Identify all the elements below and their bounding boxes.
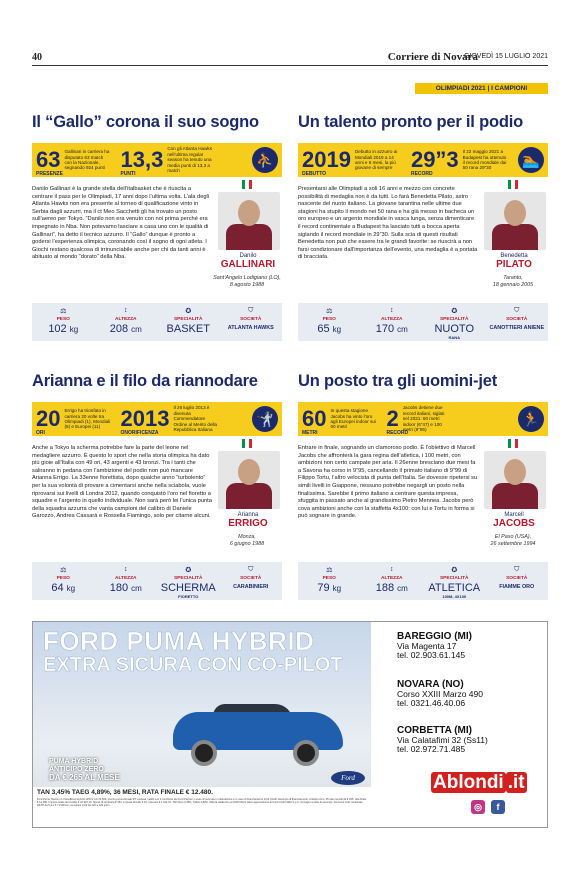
info-value: BASKET <box>166 323 210 335</box>
weight-icon: ⚖ <box>326 567 333 574</box>
stat-text: Con gli Atlanta Hawks nell’ultima regular season ha tenuto una media punti di 13,3 a match <box>167 146 212 174</box>
ablondi-logo[interactable] <box>431 772 527 794</box>
article-body: Presentarsi alle Olimpiadi a soli 16 anni e mezzo con concrete possibilità di medaglia non è da tutti. Lo farà Benedetta Pilato, astro nascente del nuoto italiano. La giovane tarantina nelle ultime due stagioni ha stupito il mondo nei 50 rana e ha già messo in bacheca un oro europeo e un argento mondiale in vasca lunga, senza dimenticare il record continentale a Budapest ha lasciato tutti a bocca aperta siglando il record mondiale in 29”30. Sulla scia di questi risultati Benedetta non può che essere tra le grandi favorite: se riuscirà a non farsi condizionare dall’importanza dell’evento, una medaglia è a portata di bracciata. <box>298 186 478 261</box>
birth-date: 18 gennaio 2005 <box>492 282 534 288</box>
height-icon: ↕ <box>390 566 394 573</box>
article-block <box>32 372 282 602</box>
italy-flag-icon <box>242 180 252 189</box>
info-peso <box>298 303 361 341</box>
article-block <box>298 113 548 343</box>
article-title: Arianna e il filo da riannodare <box>32 372 258 390</box>
stat-number: 20 ORI <box>36 406 61 436</box>
birth-date: 26 settembre 1994 <box>490 541 536 547</box>
athlete-photo <box>484 192 546 250</box>
ford-advertisement[interactable] <box>32 621 548 828</box>
info-value: NUOTO <box>434 323 475 335</box>
athlete-name <box>214 512 282 529</box>
dealer-novara <box>397 680 547 709</box>
info-altezza <box>95 562 158 600</box>
stat-number: 13,3 PUNTI <box>120 147 164 177</box>
stat-text: Jacobs detiene due record italiani, siglati nel 2021: 60 metri indoor (6”47) e 100 metri (9”95) <box>402 405 445 433</box>
info-societa <box>486 303 549 341</box>
instagram-icon[interactable]: ◎ <box>471 800 485 814</box>
stat-label: ORI <box>36 430 45 436</box>
medal-icon: ✪ <box>451 308 458 315</box>
stat-label: ONORIFICENZA <box>120 430 159 436</box>
athlete-birth <box>212 534 282 548</box>
stat-number: 29”3 RECORD <box>410 147 459 177</box>
dealer-city: BAREGGIO (MI) <box>397 631 472 642</box>
athlete-photo <box>484 451 546 509</box>
info-specialita <box>157 562 220 600</box>
dealer-address: Via Calatafimi 32 (Ss11) <box>397 734 488 745</box>
info-sub: RANA <box>448 335 461 340</box>
ad-visual <box>33 622 371 827</box>
publication-name: Corriere di Novara <box>387 51 478 63</box>
athlete-first-name: Arianna <box>237 512 259 518</box>
birth-date: 8 agosto 1988 <box>229 282 265 288</box>
dealer-city: NOVARA (NO) <box>397 679 464 690</box>
dealer-corbetta <box>397 726 547 755</box>
info-label: PESO <box>56 576 70 581</box>
stats-bar <box>298 402 548 436</box>
info-specialita <box>423 562 486 600</box>
info-value: 208 cm <box>109 323 142 335</box>
info-value: 65 kg <box>317 323 342 335</box>
stat-number: 63 PRESENZE <box>36 147 63 177</box>
sport-icon: 🏃 <box>518 406 544 432</box>
stat-number: 60 METRI <box>302 406 327 436</box>
height-icon: ↕ <box>124 566 128 573</box>
article-body: Anche a Tokyo la scherma potrebbe fare la parte del leone nel medagliere azzurro. È questo lo sport che nella storia olimpica ha dato più gioie all’Italia con 49 ori, 43 argenti e 43 bronzi. Tra i tanti che saliranno in pedana con l’ambizione del podio non può mancare Arianna Errigo. La 33enne fiorettista, dopo qualche anno “turbolento” per la sua volontà di provare a cimentarsi anche nella sciabola, vuole riprovarsi sui livelli di Londra 2012, quando conquistò l’oro nel fioretto a squadre e l’argento in quello individuale. Non sarà però lei l’unica punta della squadra azzurra che vanta campioni del calibro di Daniele Garozzo, Andrea Cassarà e Rossella Fiamingo, solo per citarne alcuni. <box>32 445 212 520</box>
stat-text: Gallinari in carriera ha disputato 63 match con la Nazionale, segnando 924 punti <box>64 149 110 171</box>
dealer-tel[interactable]: tel. 02.903.61.145 <box>397 650 466 661</box>
info-specialita <box>157 303 220 341</box>
athlete-name <box>480 512 548 529</box>
sport-icon: 🤺 <box>252 406 278 432</box>
birth-place: El Paso (USA), <box>494 534 532 540</box>
info-value: 170 cm <box>375 323 408 335</box>
shield-icon: ⛉ <box>248 307 254 314</box>
info-value: SCHERMA <box>160 582 216 594</box>
ad-fine-print <box>33 787 371 827</box>
stat-text: In questa stagione Jacobs ha vinto l’oro agli Europei indoor sui 60 metri <box>330 408 376 430</box>
info-label: PESO <box>56 317 70 322</box>
stat-label: PUNTI <box>120 171 136 177</box>
stat-label: METRI <box>302 430 318 436</box>
article-body: Entrare in finale, sognando un clamoroso podio. È l’obiettivo di Marcell Jacobs che affronterà la gara regina dell’atletica, i 100 metri, con ambizioni non certo campate per aria. Il 26enne bresciano due mesi fa a Savona ha corso in 9”95, cancellando il primato italiano di 9”99 di Filippo Tortu, l’altro velocista di punta dell’Italia. Se dovesse ripetersi su simili livelli in Giappone, nessuno potrebbe negargli un posto nella finalissima. Sarebbe il primo italiano a centrare questa impresa, sfuggita in passato anche al grandissimo Pietro Mennea. Jacobs però cova ambizioni anche con la staffetta 4x100: con lui e Tortu in forma si può sognare in grande. <box>298 445 478 520</box>
weight-icon: ⚖ <box>60 308 67 315</box>
birth-date: 6 giugno 1988 <box>229 541 265 547</box>
ad-subheadline: EXTRA SICURA CON CO-PILOT <box>43 654 343 676</box>
car-image <box>173 702 343 762</box>
height-icon: ↕ <box>390 307 394 314</box>
athlete-birth <box>478 275 548 289</box>
info-label: SOCIETÀ <box>506 576 528 581</box>
athlete-first-name: Marcell <box>504 512 524 518</box>
shield-icon: ⛉ <box>514 307 520 314</box>
dealer-bareggio <box>397 632 547 661</box>
stat-label: RECORD <box>386 430 409 436</box>
section-tag: OLIMPIADI 2021 | I CAMPIONI <box>415 83 548 94</box>
athlete-name <box>214 253 282 270</box>
stat-number: 2013 ONORIFICENZA <box>120 406 170 436</box>
info-value: 180 cm <box>109 582 142 594</box>
facebook-icon[interactable]: f <box>491 800 505 814</box>
info-societa <box>220 562 283 600</box>
athlete-birth <box>478 534 548 548</box>
medal-icon: ✪ <box>185 308 192 315</box>
article-title: Un talento pronto per il podio <box>298 113 523 131</box>
info-specialita <box>423 303 486 341</box>
ad-offer-line: ANTICIPO ZERO <box>49 766 104 773</box>
info-label: ALTEZZA <box>381 576 403 581</box>
issue-date: GIOVEDÌ 15 LUGLIO 2021 <box>463 53 548 60</box>
dealer-address: Via Magenta 17 <box>397 640 457 651</box>
info-value: 64 kg <box>51 582 76 594</box>
info-societa <box>486 562 549 600</box>
page-header <box>32 50 548 66</box>
dealer-address: Corso XXIII Marzo 490 <box>397 688 483 699</box>
info-label: ALTEZZA <box>115 576 137 581</box>
info-sub: FIORETTO <box>178 594 199 599</box>
italy-flag-icon <box>508 180 518 189</box>
dealer-tel[interactable]: tel. 0321.46.40.06 <box>397 698 466 709</box>
stat-text: Il 26 luglio 2013 è divenuta Commendatore Ordine al Merito della Repubblica Italiana <box>173 405 218 433</box>
stat-label: PRESENZE <box>36 171 63 177</box>
medal-icon: ✪ <box>451 567 458 574</box>
weight-icon: ⚖ <box>326 308 333 315</box>
info-label: SPECIALITÀ <box>439 317 469 322</box>
weight-icon: ⚖ <box>60 567 67 574</box>
info-label: PESO <box>322 576 336 581</box>
article-block <box>298 372 548 602</box>
ablondi-name: Ablondi <box>433 772 504 793</box>
info-peso <box>298 562 361 600</box>
ablondi-tld: .it <box>507 772 525 793</box>
medal-icon: ✪ <box>185 567 192 574</box>
birth-place: Taranto, <box>503 275 523 281</box>
athlete-photo <box>218 451 280 509</box>
info-societa <box>220 303 283 341</box>
stats-bar <box>32 143 282 177</box>
italy-flag-icon <box>242 439 252 448</box>
info-value: 79 kg <box>317 582 342 594</box>
article-body: Danilo Gallinari è la grande stella dell’italbasket che è riuscita a centrare il pass per le Olimpiadi, 17 anni dopo l’ultima volta. L’ala degli Atlanta Hawks non era presente al torneo di qualificazione vinto in Serbia dagli azzurri, ma il ct Meo Sacchetti gli ha trovato un posto sull’aereo per Tokyo. “Danilo non era venuto con noi prima perché era impegnato in Nba. Non potevamo lasciare a casa uno con le qualità di Gallinari”, ha detto il tecnico azzurro. Il “Gallo” dunque è pronto a godersi l’esperienza olimpica, coronando così il sogno di ogni atleta. I Giochi restano qualcosa di irrinunciabile anche per chi da tanti anni è abituato al mondo “dorato” della Nba. <box>32 186 210 261</box>
athlete-last-name: PILATO <box>496 259 532 270</box>
athlete-last-name: ERRIGO <box>228 518 268 529</box>
info-value: 188 cm <box>375 582 408 594</box>
stat-text: Il 22 maggio 2021 a Budapest ha ottenuto il record mondiale dai 50 rana 29”30 <box>462 149 507 171</box>
ad-legal-text: Ford Puma Titanium 1.0 EcoBoost Hybrid 125CV a € 23.500, prezzo promozionale IPT esclusa, valido con il contributo dei Ford Partner in caso di permuta o rottamazione e in caso di finanziamento Ford Credit. Esempio di finanziamento. Anticipo zero, 35 rate mensili da € 265, rata finale € 12.480. Importo totale del credito € 23.997,13. Spese di istruttoria € 350, imposta di bollo € 16, interessi € 1.422,31. TAN fisso 3,45%, TAEG 4,89%. Offerta valida fino al 31/07/2021 salvo approvazione di Ford Credit Italia S.p.A. Immagini a titolo di esempio. Consumi ciclo combinato WLTP da 5,3 a 5,7 l/100 km; emissioni CO2 da 120 a 129 g/km. <box>37 798 367 808</box>
info-label: SPECIALITÀ <box>439 576 469 581</box>
athlete-last-name: GALLINARI <box>220 259 276 270</box>
info-value: ATLANTA HAWKS <box>227 325 274 331</box>
info-peso <box>32 303 95 341</box>
info-value: CARABINIERI <box>233 584 269 590</box>
info-value: 102 kg <box>48 323 79 335</box>
athlete-birth <box>212 275 282 289</box>
ad-offer <box>49 758 120 782</box>
athlete-photo <box>218 192 280 250</box>
dealer-info <box>373 622 547 827</box>
info-value: CANOTTIERI ANIENE <box>489 325 545 331</box>
dealer-tel[interactable]: tel. 02.972.71.485 <box>397 744 466 755</box>
dealer-city: CORBETTA (MI) <box>397 725 472 736</box>
athlete-first-name: Danilo <box>239 253 257 259</box>
article-title: Un posto tra gli uomini-jet <box>298 372 498 390</box>
shield-icon: ⛉ <box>514 566 520 573</box>
height-icon: ↕ <box>124 307 128 314</box>
stat-number: 2019 DEBUTTO <box>302 147 351 177</box>
info-sub: 100M, 4X100 <box>442 594 467 599</box>
article-title: Il “Gallo” corona il suo sogno <box>32 113 259 131</box>
athlete-last-name: JACOBS <box>493 518 535 529</box>
athlete-infobar <box>298 562 548 600</box>
info-label: SOCIETÀ <box>240 576 262 581</box>
italy-flag-icon <box>508 439 518 448</box>
birth-place: Sant’Angelo Lodigiano (LO), <box>213 275 281 281</box>
ad-tan: TAN 3,45% TAEG 4,89%, 36 MESI, RATA FINALE € 12.480. <box>37 789 213 796</box>
article-block <box>32 113 282 343</box>
stat-text: Debutto in azzurro ai Mondiali 2019 a 14 anni e 6 mesi, la più giovane di sempre <box>354 149 398 171</box>
info-altezza <box>361 303 424 341</box>
info-label: ALTEZZA <box>381 317 403 322</box>
stat-label: DEBUTTO <box>302 171 327 177</box>
ad-headline: FORD PUMA HYBRID <box>43 626 315 656</box>
sport-icon: ⛹ <box>252 147 278 173</box>
info-label: SPECIALITÀ <box>173 576 203 581</box>
shield-icon: ⛉ <box>248 566 254 573</box>
stat-number: 2 RECORD <box>386 406 409 436</box>
info-peso <box>32 562 95 600</box>
athlete-name <box>480 253 548 270</box>
ford-logo-icon: Ford <box>331 771 365 785</box>
info-label: ALTEZZA <box>115 317 137 322</box>
athlete-infobar <box>32 303 282 341</box>
info-altezza <box>361 562 424 600</box>
athlete-infobar <box>298 303 548 341</box>
stats-bar <box>298 143 548 177</box>
page-number: 40 <box>32 52 42 63</box>
ad-model: PUMA HYBRID <box>49 758 99 765</box>
info-altezza <box>95 303 158 341</box>
ad-price: DA € 265 AL MESE <box>49 773 120 782</box>
info-label: PESO <box>322 317 336 322</box>
sport-icon: 🏊 <box>518 147 544 173</box>
info-label: SPECIALITÀ <box>173 317 203 322</box>
athlete-first-name: Benedetta <box>500 253 528 259</box>
info-value: FIAMME ORO <box>499 584 535 590</box>
stat-label: RECORD <box>410 171 433 177</box>
info-value: ATLETICA <box>428 582 481 594</box>
birth-place: Monza, <box>238 534 256 540</box>
info-label: SOCIETÀ <box>240 317 262 322</box>
info-label: SOCIETÀ <box>506 317 528 322</box>
stat-text: Errigo ha trionfato in carriera 20 volte tra Olimpiadi (1), Mondiali (8) e Europei (11) <box>64 408 111 430</box>
athlete-infobar <box>32 562 282 600</box>
stats-bar <box>32 402 282 436</box>
